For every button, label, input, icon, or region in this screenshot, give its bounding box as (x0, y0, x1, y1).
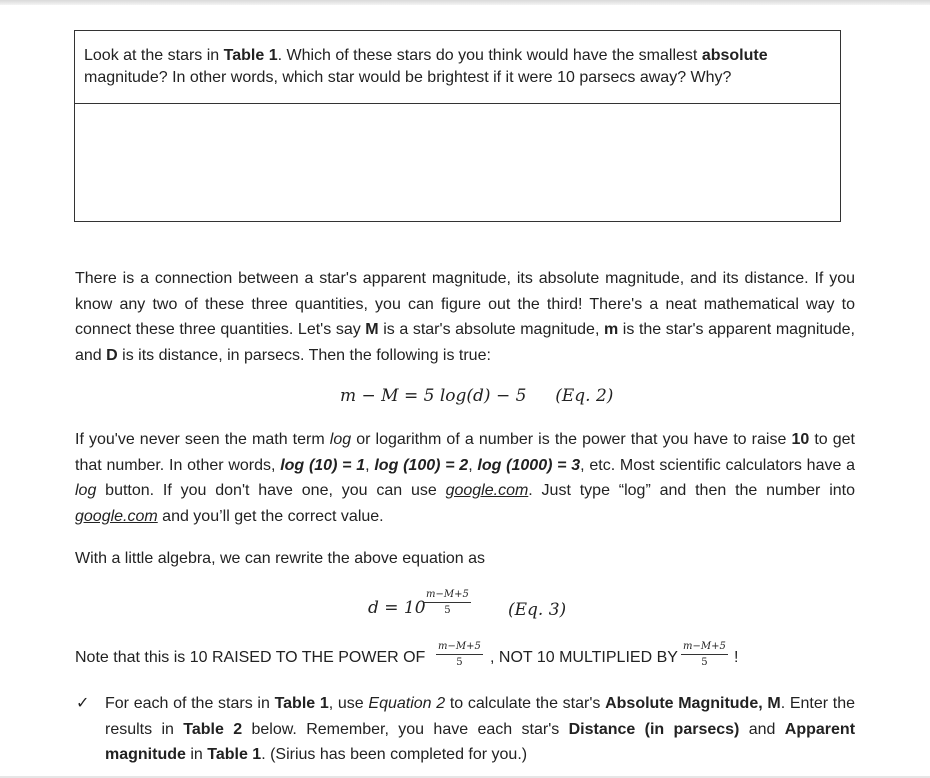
note-text: Note that this is 10 RAISED TO THE POWER OF (75, 649, 426, 666)
note-fraction-2: $\frac{m-M+5}{5}$ (683, 641, 726, 668)
google-link-2[interactable]: google.com (75, 507, 158, 525)
note-exclaim: ! (734, 649, 739, 666)
checkmark-icon: ✓ (76, 695, 90, 712)
page-top-shadow (0, 0, 930, 5)
task-instructions: For each of the stars in Table 1, use Equation 2 to calculate the star's Absolute Magnitude, M. Enter the results in Table 2 below. Remember, you have each star's Distance (in parsecs) and Apparent magnitude in Table 1. (Sirius has been completed for you.) (105, 695, 856, 763)
question-text: Look at the stars in Table 1. Which of these stars do you think would have the smallest absolute magnitude? In other words, which star would be brightest if it were 10 parsecs away? Why? (84, 47, 768, 86)
log-paragraph: If you've never seen the math term log or logarithm of a number is the power that you have to raise 10 to get that number. In other words, log (10) = 1, log (100) = 2, log (1000) = 3, etc. Most scientific calculators have a log button. If you don't have one, you can use google.com. Just type “log” and then the number into google.com and you’ll get the correct value. (75, 431, 856, 525)
equation-3-base: d = 10 (368, 598, 426, 618)
equation-2 (340, 386, 613, 406)
equation-2-label: (Eq. 2) (555, 386, 614, 406)
equation-3-exponent: $\frac{m-M+5}{5}$ (426, 589, 469, 616)
note-fraction-1: $\frac{m-M+5}{5}$ (438, 641, 481, 668)
google-link-1[interactable]: google.com (445, 482, 529, 499)
answer-area[interactable] (75, 104, 840, 221)
equation-2-expression: m − M = 5 log(d) − 5 (340, 386, 527, 406)
equation-3 (368, 598, 426, 618)
equation-3-label: (Eq. 3) (508, 600, 567, 620)
algebra-paragraph: With a little algebra, we can rewrite the above equation as (75, 550, 486, 567)
question-box (74, 30, 841, 222)
intro-paragraph: There is a connection between a star's apparent magnitude, its absolute magnitude, and its distance. If you know any two of these three quantities, you can figure out the third! There's a neat mathematical way to connect these three quantities. Let's say M is a star's absolute magnitude, m is the star's apparent magnitude, and D is its distance, in parsecs. Then the following is true: (75, 270, 855, 364)
note-text-2: , NOT 10 MULTIPLIED BY (490, 649, 678, 666)
